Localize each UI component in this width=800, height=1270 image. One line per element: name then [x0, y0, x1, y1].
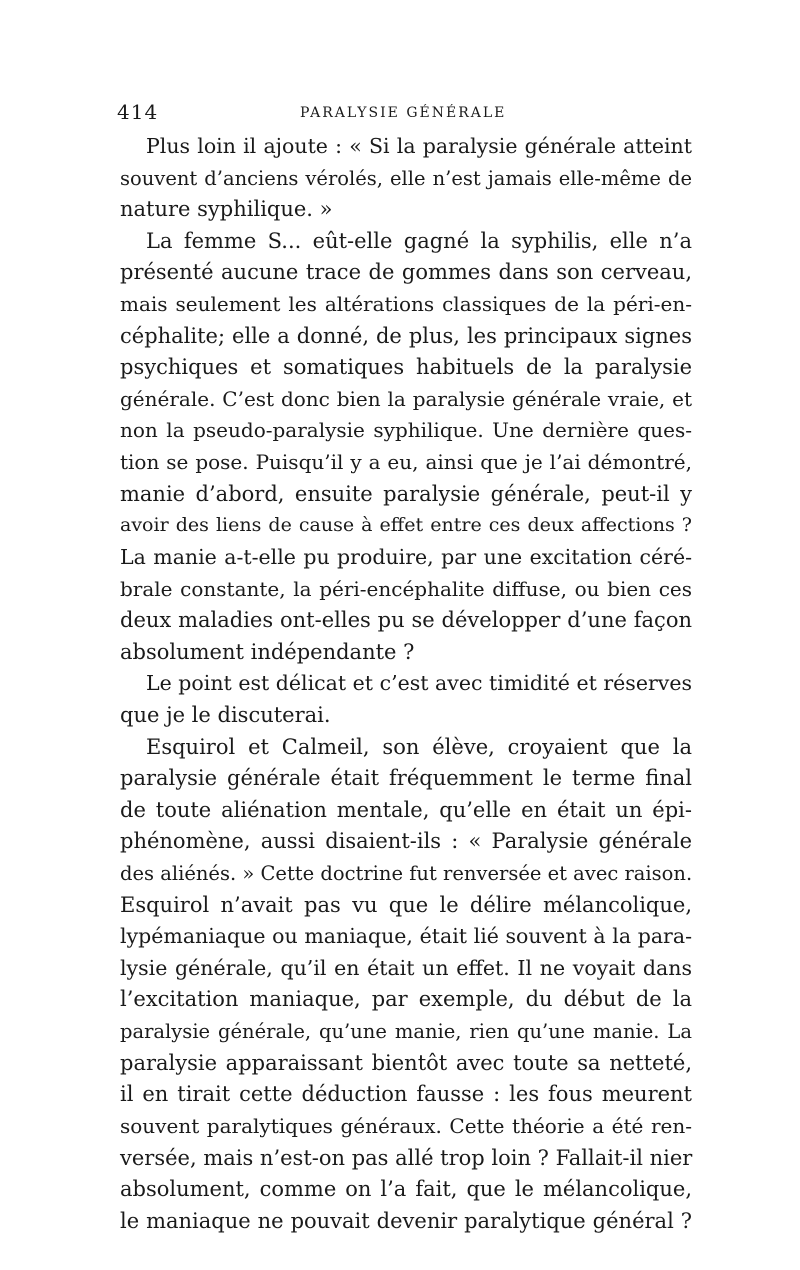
text-line: deux maladies ont-elles pu se développer d’une façon — [120, 608, 692, 633]
text-line: absolument indépendante ? — [120, 639, 415, 664]
running-head: PARALYSIE GÉNÉRALE — [300, 105, 507, 121]
text-line: que je le discuterai. — [120, 702, 331, 727]
text-line: phénomène, aussi disaient-ils : « Paralysie générale — [120, 829, 692, 854]
text-line: La femme S... eût-elle gagné la syphilis, elle n’a — [146, 228, 692, 253]
text-line: présenté aucune trace de gommes dans son cerveau, — [120, 260, 692, 285]
text-line: nature syphilique. » — [120, 197, 333, 222]
text-line: lypémaniaque ou maniaque, était lié souvent à la para- — [120, 924, 692, 949]
text-line: l’excitation maniaque, par exemple, du début de la — [120, 987, 692, 1012]
text-line: paralysie générale était fréquemment le terme final — [120, 766, 692, 791]
body-text — [120, 131, 692, 1237]
text-line: de toute aliénation mentale, qu’elle en était un épi- — [120, 797, 692, 822]
text-line: céphalite; elle a donné, de plus, les principaux signes — [120, 323, 692, 348]
text-line: versée, mais n’est-on pas allé trop loin ? Fallait-il nier — [120, 1145, 693, 1170]
text-line: Le point est délicat et c’est avec timidité et réserves — [146, 671, 692, 696]
text-line: lysie générale, qu’il en était un effet. Il ne voyait dans — [120, 955, 692, 980]
text-line: souvent paralytiques généraux. Cette théorie a été ren- — [120, 1113, 692, 1138]
page-number: 414 — [117, 100, 159, 124]
text-line: manie d’abord, ensuite paralysie générale, peut-il y — [120, 481, 692, 506]
text-line: Esquirol et Calmeil, son élève, croyaient que la — [146, 734, 692, 759]
text-line: avoir des liens de cause à effet entre ces deux affections ? — [120, 514, 692, 537]
text-line: souvent d’anciens vérolés, elle n’est jamais elle-même de — [120, 166, 692, 190]
text-line: La manie a-t-elle pu produire, par une excitation céré- — [120, 544, 692, 569]
text-line: des aliénés. » Cette doctrine fut renversée et avec raison. — [120, 862, 693, 886]
text-line: Plus loin il ajoute : « Si la paralysie générale atteint — [146, 134, 692, 158]
text-line: paralysie générale, qu’une manie, rien qu’une manie. La — [120, 1020, 692, 1044]
text-line: Esquirol n’avait pas vu que le délire mélancolique, — [120, 892, 692, 917]
text-line: psychiques et somatiques habituels de la paralysie — [120, 355, 692, 380]
text-line: tion se pose. Puisqu’il y a eu, ainsi que je l’ai démontré, — [120, 450, 692, 475]
text-line: générale. C’est donc bien la paralysie générale vraie, et — [120, 386, 692, 411]
text-line: il en tirait cette déduction fausse : les fous meurent — [120, 1082, 692, 1107]
text-line: non la pseudo-paralysie syphilique. Une dernière ques- — [120, 418, 692, 443]
text-line: le maniaque ne pouvait devenir paralytique général ? — [120, 1208, 692, 1233]
text-line: mais seulement les altérations classiques de la péri-en- — [120, 292, 692, 317]
text-line: absolument, comme on l’a fait, que le mélancolique, — [120, 1177, 692, 1202]
text-line: paralysie apparaissant bientôt avec toute sa netteté, — [120, 1050, 692, 1075]
text-line: brale constante, la péri-encéphalite diffuse, ou bien ces — [120, 576, 692, 601]
